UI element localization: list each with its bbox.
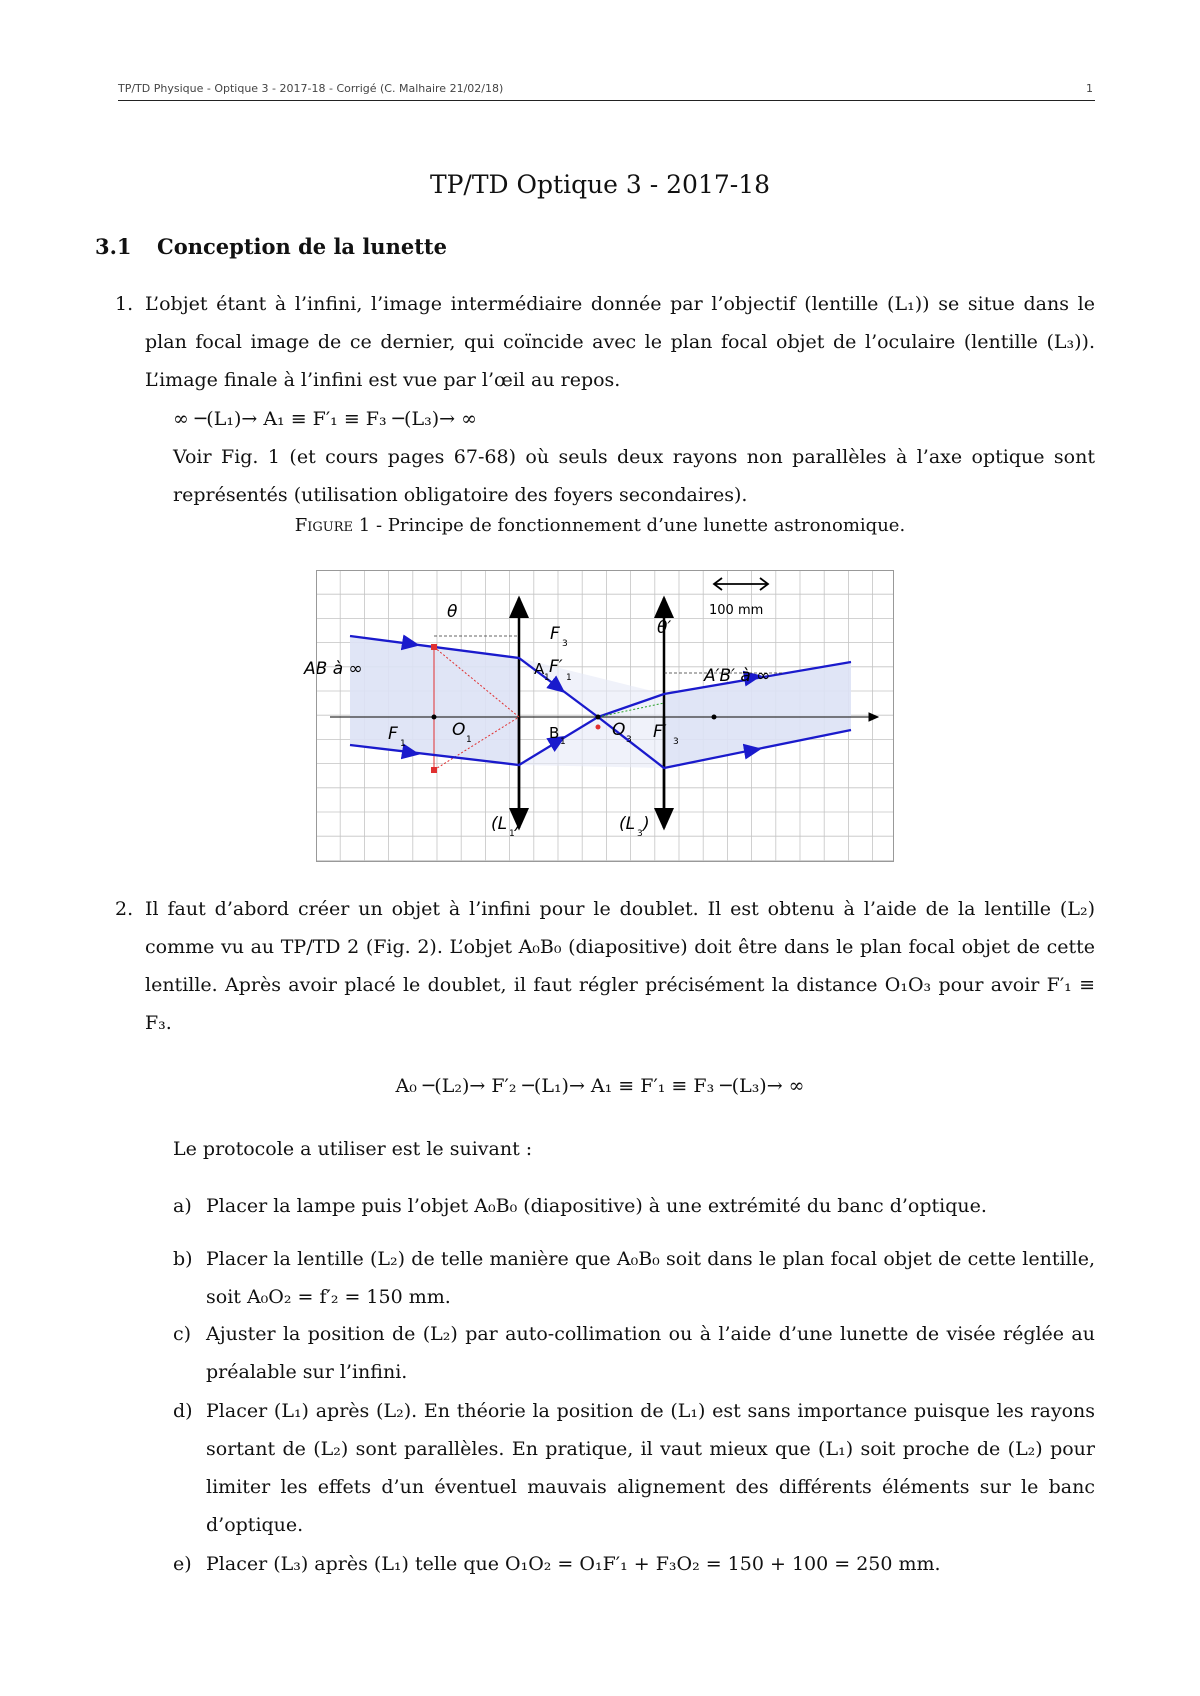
a1-sub: 1	[544, 673, 550, 683]
item-1-label: 1.	[115, 293, 134, 315]
step-e-text: Placer (L₃) après (L₁) telle que O₁O₂ = O₁F′₁ + F₃O₂ = 150 + 100 = 250 mm.	[206, 1553, 941, 1575]
item-1-text2: Voir Fig. 1 (et cours pages 67-68) où seuls deux rayons non parallèles à l’axe optique sont représentés (utilisation obligatoire des foyers secondaires).	[173, 446, 1095, 506]
step-e-label: e)	[173, 1553, 192, 1575]
point-b-construction	[431, 644, 437, 650]
step-d-text: Placer (L₁) après (L₂). En théorie la position de (L₁) est sans importance puisque les rayons sortant de (L₂) sont parallèles. En pratique, il vaut mieux que (L₁) soit proche de (L₂) pour limiter les effets d’un éventuel mauvais alignement des différents éléments sur le banc d’optique.	[206, 1400, 1095, 1536]
f3-sub: 3	[562, 639, 568, 649]
item-1	[115, 285, 1095, 399]
b1-sub: 1	[560, 737, 566, 747]
f1p-sub: 1	[566, 673, 572, 683]
b1-label: B	[549, 724, 560, 742]
figure-caption-text: - Principe de fonctionnement d’une lunette astronomique.	[370, 515, 906, 536]
section-title: Conception de la lunette	[157, 234, 447, 259]
step-a	[173, 1187, 1095, 1225]
theta-prime-label: θ′	[657, 618, 672, 638]
step-b	[173, 1240, 1095, 1316]
step-a-text: Placer la lampe puis l’objet A₀B₀ (diapositive) à une extrémité du banc d’optique.	[206, 1195, 987, 1217]
l1-sub: 1	[509, 829, 515, 839]
l3-sub: 3	[637, 829, 643, 839]
item-2-chain: A₀ ─(L₂)→ F′₂ ─(L₁)→ A₁ ≡ F′₁ ≡ F₃ ─(L₃)→ ∞	[395, 1075, 805, 1097]
l1-close: )	[515, 814, 522, 834]
step-a-label: a)	[173, 1195, 192, 1217]
section-heading	[95, 234, 447, 259]
step-b-text: Placer la lentille (L₂) de telle manière que A₀B₀ soit dans le plan focal objet de cette lentille, soit A₀O₂ = f′₂ = 150 mm.	[206, 1248, 1095, 1308]
l3-close: )	[643, 814, 650, 834]
protocol-intro: Le protocole a utiliser est le suivant :	[173, 1138, 533, 1160]
theta-label: θ	[447, 602, 458, 622]
point-a1	[596, 715, 601, 720]
f3p-sub: 3	[673, 737, 679, 747]
f1p-label: F′	[549, 657, 563, 677]
figure-caption-label: Figure 1	[294, 515, 371, 536]
o1-label: O	[452, 720, 466, 740]
item-2	[115, 890, 1095, 1042]
figure-caption	[0, 515, 1200, 536]
section-number: 3.1	[95, 234, 132, 259]
o3-sub: 3	[626, 735, 632, 745]
step-e	[173, 1545, 1095, 1583]
step-c	[173, 1315, 1095, 1391]
ab-infinity-label: AB à ∞	[304, 659, 363, 679]
telescope-diagram	[304, 570, 894, 862]
f3-label: F	[550, 624, 560, 644]
step-c-text: Ajuster la position de (L₂) par auto-collimation ou à l’aide d’une lunette de visée réglée au préalable sur l’infini.	[206, 1323, 1095, 1383]
point-b1	[596, 725, 601, 730]
document-title: TP/TD Optique 3 - 2017-18	[429, 170, 771, 199]
scale-label: 100 mm	[709, 603, 764, 618]
step-b-label: b)	[173, 1248, 193, 1270]
a1-label: A	[534, 660, 545, 678]
o1-sub: 1	[466, 735, 472, 745]
point-b-construction-low	[431, 767, 437, 773]
f3p-label: F′	[653, 722, 667, 742]
l1-label: (L	[491, 814, 508, 834]
running-header	[118, 82, 1095, 101]
f1-sub: 1	[400, 739, 406, 749]
abprime-infinity-label: A′B′ à ∞	[704, 666, 771, 686]
page-number: 1	[1086, 82, 1093, 95]
item-2-label: 2.	[115, 898, 134, 920]
l3-label: (L	[619, 814, 636, 834]
item-1-text: L’objet étant à l’infini, l’image intermédiaire donnée par l’objectif (lentille (L₁)) se situe dans le plan focal image de ce dernier, qui coïncide avec le plan focal objet de l’oculaire (lentille (L₃)). L’image finale à l’infini est vue par l’œil au repos.	[145, 293, 1095, 391]
point-f3p	[712, 715, 717, 720]
item-2-text: Il faut d’abord créer un objet à l’infini pour le doublet. Il est obtenu à l’aide de la lentille (L₂) comme vu au TP/TD 2 (Fig. 2). L’objet A₀B₀ (diapositive) doit être dans le plan focal objet de cette lentille. Après avoir placé le doublet, il faut régler précisément la distance O₁O₃ pour avoir F′₁ ≡ F₃.	[145, 898, 1095, 1034]
step-c-label: c)	[173, 1323, 192, 1345]
item-1-chain: ∞ ─(L₁)→ A₁ ≡ F′₁ ≡ F₃ ─(L₃)→ ∞	[173, 408, 477, 430]
running-title: TP/TD Physique - Optique 3 - 2017-18 - Corrigé (C. Malhaire 21/02/18)	[118, 82, 504, 95]
step-d	[173, 1392, 1095, 1544]
f1-label: F	[388, 724, 398, 744]
step-d-label: d)	[173, 1400, 193, 1422]
o3-label: O	[612, 720, 626, 740]
point-f1	[432, 715, 437, 720]
